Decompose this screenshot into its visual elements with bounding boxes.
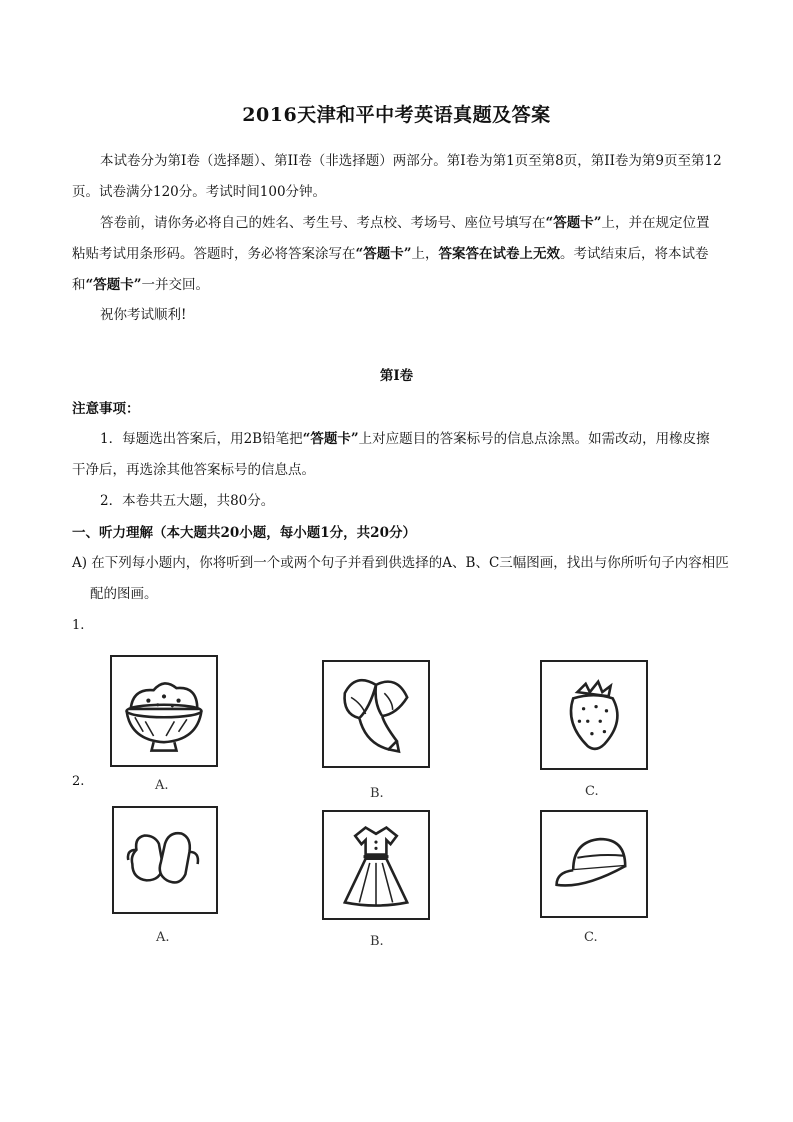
text-run: 上，并在规定位置粘贴考试用条形码。答题时，务必将答案涂写在 [72,215,710,262]
part1-instruction: A) 在下列每小题内，你将听到一个或两个句子并看到供选择的A、B、C三幅图画，找出与你所听句子内容相匹配的图画。 [72,555,729,602]
dress-icon [324,812,428,918]
strawberry-icon [542,662,646,768]
option-image-rice-bowl [110,655,218,767]
option-label: B. [370,934,384,949]
option-label: A. [156,930,170,945]
vegetable-icon [324,662,428,766]
rice-bowl-icon [112,657,216,765]
question-number: 2. [72,774,85,789]
intro-paragraph-2 [72,208,722,301]
note-2: 2．本卷共五大题，共80分。 [100,493,275,509]
answer-card-term: “答题卡” [85,277,142,293]
option-label: B. [370,786,384,801]
text-run: 一并交回。 [141,277,210,293]
answer-card-term: “答题卡” [545,215,602,231]
text-run: 上对应题目的答案标号的信息点涂黑。如需改动，用橡皮擦干净后，再选涂其他答案标号的信息点。 [72,431,710,478]
answer-card-term: “答题卡” [355,246,412,262]
good-luck-line: 祝你考试顺利! [100,307,187,323]
section-title: 第Ⅰ卷 [379,368,414,384]
option-image-dress [322,810,430,920]
text-run: 。考试结束后，将本试卷和 [72,246,709,293]
option-image-cap [540,810,648,918]
note-1 [72,424,722,486]
answer-card-term: “答题卡” [302,431,359,447]
text-run: 上， [411,246,439,262]
gloves-icon [114,808,216,912]
option-image-vegetable [322,660,430,768]
option-label: C. [585,784,599,799]
text-run: 答卷前，请你务必将自己的姓名、考生号、考点校、考场号、座位号填写在 [100,215,546,231]
cap-icon [542,812,646,916]
intro-paragraph-1: 本试卷分为第Ⅰ卷（选择题）、第II卷（非选择题）两部分。第Ⅰ卷为第1页至第8页，第II卷为第9页至第12页。试卷满分120分。考试时间100分钟。 [72,153,722,200]
option-label: A. [155,778,169,793]
option-image-strawberry [540,660,648,770]
option-label: C. [584,930,598,945]
question-number: 1. [72,618,85,633]
document-title: 2016天津和平中考英语真题及答案 [242,104,551,126]
part1-heading: 一、听力理解（本大题共20小题，每小题1分，共20分） [72,525,416,541]
invalid-answer-warning: 答案答在试卷上无效 [438,246,561,262]
option-image-gloves [112,806,218,914]
text-run: 1．每题选出答案后，用2B铅笔把 [100,431,303,447]
notes-heading: 注意事项： [72,401,140,417]
